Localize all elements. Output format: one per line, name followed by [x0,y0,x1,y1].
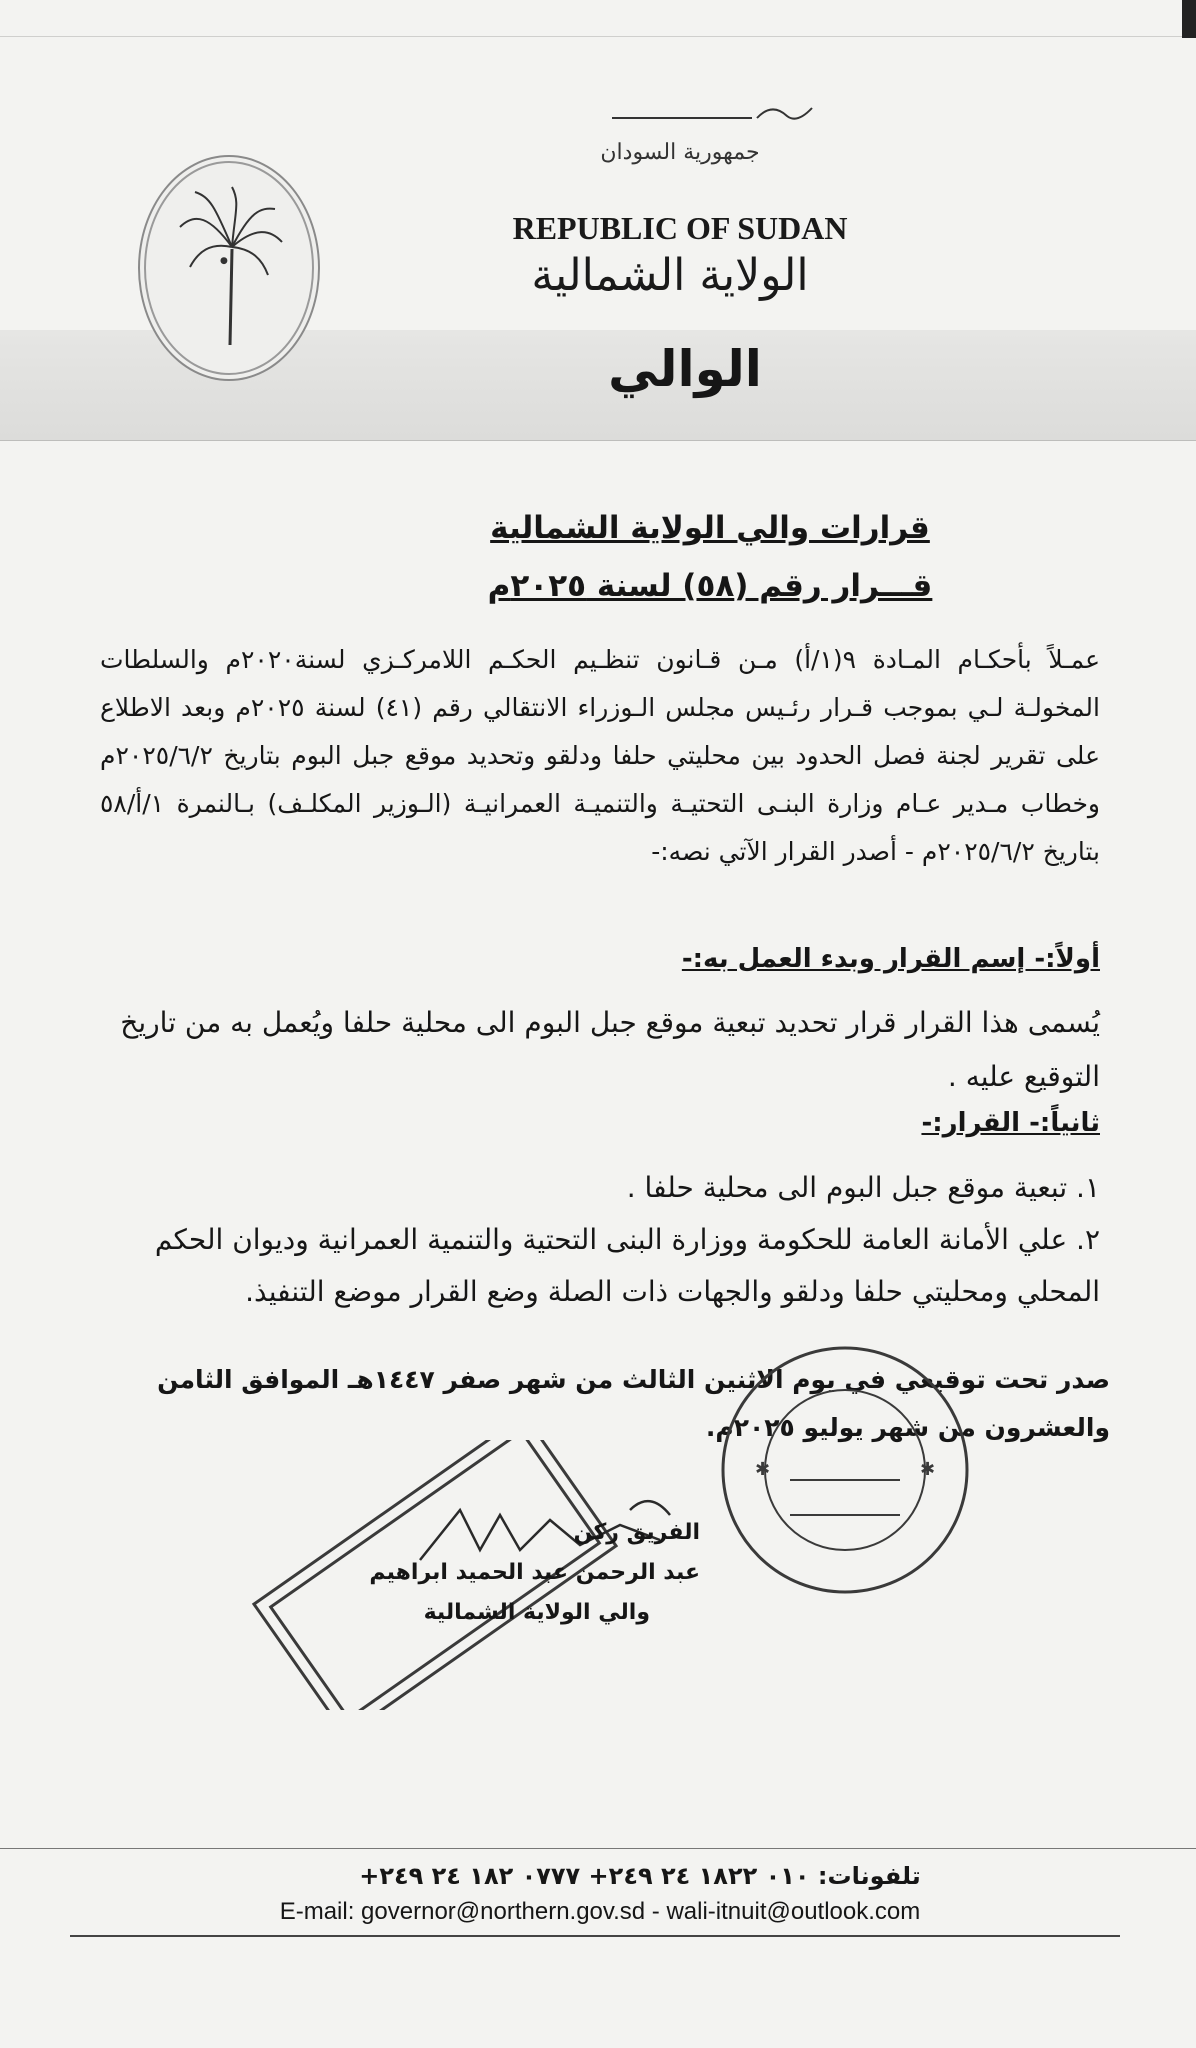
svg-text:●: ● [220,256,228,266]
document-title: قرارات والي الولاية الشمالية [490,510,930,546]
signatory-name: عبد الرحمن عبد الحميد ابراهيم [369,1560,700,1585]
top-rule [0,36,1196,37]
emblem-calligraphy [612,98,822,128]
decision-item: ٢. علي الأمانة العامة للحكومة ووزارة البنى التحتية والتنمية العمرانية وديوان الحكم المحلي ومحليتي حلفا ودلقو والجهات ذات الصلة وضع القرار موضع التنفيذ. [154,1223,1100,1308]
corner-mark [1182,0,1196,38]
issued-statement: صدر تحت توقيعي في يوم الاثنين الثالث من شهر صفر ١٤٤٧هـ الموافق الثامن والعشرون من شهر يوليو ٢٠٢٥م. [157,1365,1110,1442]
republic-english: REPUBLIC OF SUDAN [512,210,848,246]
email-addresses: E-mail: governor@northern.gov.sd - wali-itnuit@outlook.com [279,1898,921,1925]
round-seal-stamp [715,1340,975,1600]
governor-title: الوالي [608,340,762,398]
palm-tree-logo [138,155,320,381]
republic-arabic: جمهورية السودان [600,140,760,165]
state-name: الولاية الشمالية [531,250,809,301]
svg-text:✱: ✱ [920,1459,936,1480]
decision-item: ١. تبعية موقع جبل البوم الى محلية حلفا . [626,1171,1100,1204]
preamble-paragraph: عمـلاً بأحكـام المـادة ٩(١/أ) مـن قـانون تنظـيم الحكـم اللامركـزي لسنة٢٠٢٠م والسلطات المخولـة لـي بموجب قـرار رئـيس مجلس الـوزراء الانتقالي رقم (٤١) لسنة ٢٠٢٥م وبعد الاطلاع على تقرير لجنة فصل الحدود بين محليتي حلفا ودلقو وتحديد موقع جبل البوم بتاريخ ٢٠٢٥/٦/٢م وخطاب مـدير عـام وزارة البنـى التحتيـة والتنميـة العمرانيـة (الـوزير المكلـف) بـالنمرة ١/أ/٥٨ بتاريخ ٢٠٢٥/٦/٢م - أصدر القرار الآتي نصه:- [100,645,1100,866]
section1-body: يُسمى هذا القرار قرار تحديد تبعية موقع جبل البوم الى محلية حلفا ويُعمل به من تاريخ التوقيع عليه . [120,1006,1100,1093]
footer-divider [0,1848,1196,1849]
phone-numbers: تلفونات: ٠١٠ ١٨٢٢ ٢٤ ٢٤٩+ ٠٧٧٧ ١٨٢ ٢٤ ٢٤٩+ [359,1862,921,1890]
signatory-rank: الفريق ركن [573,1520,700,1545]
section2-heading: ثانياً:- القرار:- [921,1108,1100,1138]
signatory-title: والي الولاية الشمالية [423,1600,650,1625]
svg-text:✱: ✱ [755,1459,771,1480]
footer-bottom-rule [70,1935,1120,1937]
section1-heading: أولاً:- إسم القرار وبدء العمل به:- [681,944,1100,974]
decision-number: قـــرار رقم (٥٨) لسنة ٢٠٢٥م [487,568,933,604]
